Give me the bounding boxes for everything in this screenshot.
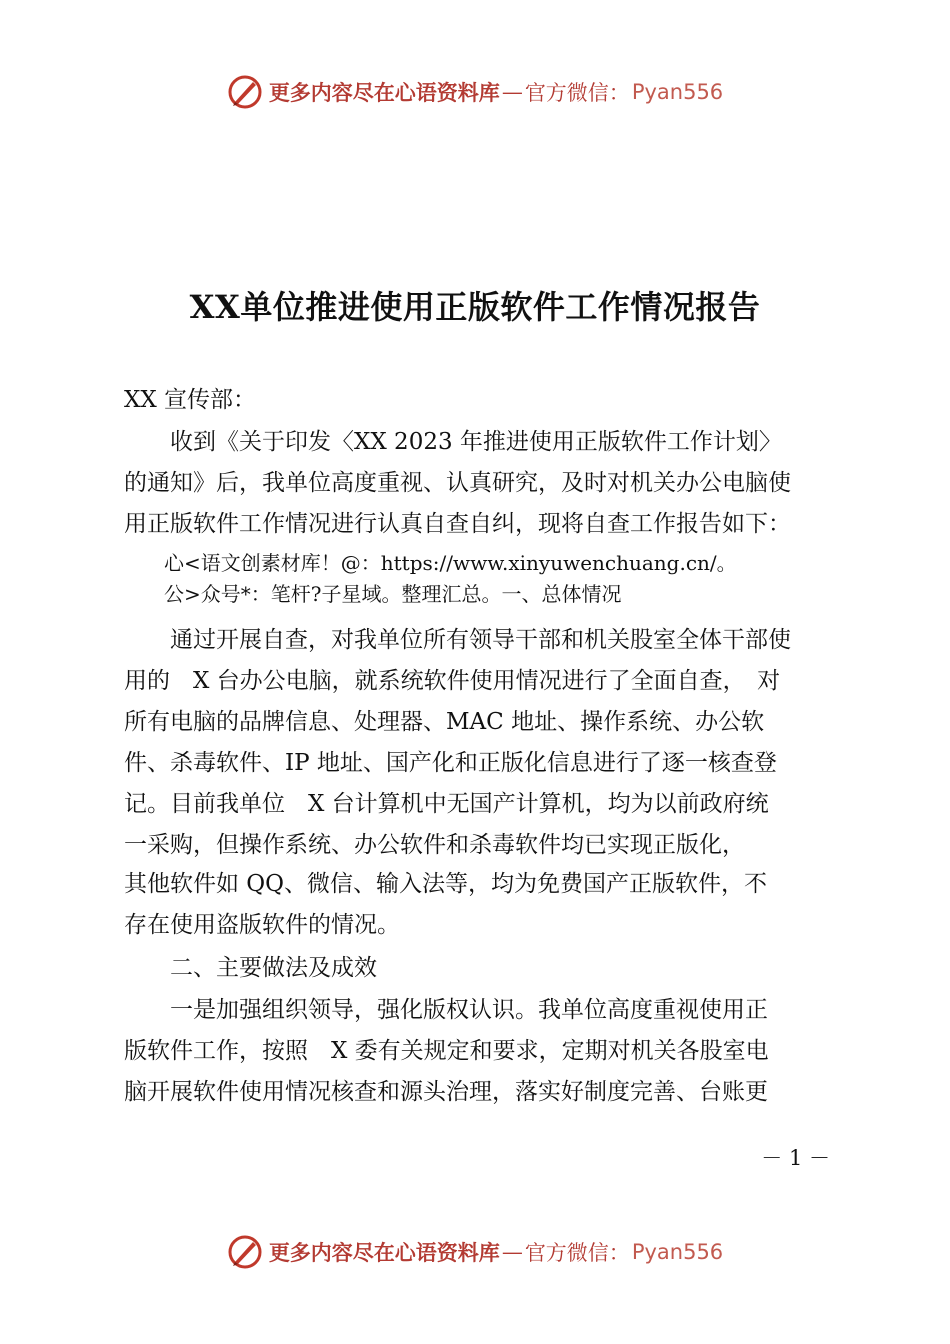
para2-line-8: 存在使用盗版软件的情况。	[124, 912, 400, 938]
para3-line-3: 脑开展软件使用情况核查和源头治理，落实好制度完善、台账更	[124, 1079, 768, 1105]
footer-watermark	[0, 1234, 950, 1270]
para2-line-1: 通过开展自查，对我单位所有领导干部和机关股室全体干部使	[124, 627, 791, 653]
source-note-line-2: 公>众号*：笔杆?子星域。整理汇总。一、总体情况	[124, 582, 622, 606]
para2-line-5: 记。目前我单位 X 台计算机中无国产计算机，均为以前政府统	[124, 791, 769, 817]
para1-line-1: 收到《关于印发〈XX 2023 年推进使用正版软件工作计划〉	[124, 429, 782, 455]
para2-line-3: 所有电脑的品牌信息、处理器、MAC 地址、操作系统、办公软	[124, 709, 765, 735]
source-note-line-1: 心<语文创素材库！@：https://www.xinyuwenchuang.cn/。	[124, 551, 737, 575]
watermark-separator: —	[501, 1240, 523, 1264]
para2-line-4: 件、杀毒软件、IP 地址、国产化和正版化信息进行了逐一核查登	[124, 750, 777, 776]
watermark-main-text: 更多内容尽在心语资料库	[268, 1240, 500, 1265]
pen-logo-icon	[227, 1234, 263, 1270]
para2-line-2: 用的 X 台办公电脑，就系统软件使用情况进行了全面自查， 对	[124, 668, 781, 694]
watermark-wechat-label: 官方微信：	[524, 1241, 630, 1265]
watermark-wechat-id: Pyan556	[631, 1240, 724, 1264]
pen-logo-icon	[227, 74, 263, 110]
para1-line-3: 用正版软件工作情况进行认真自查自纠，现将自查工作报告如下：	[124, 511, 791, 537]
salutation: XX 宣传部：	[124, 387, 257, 413]
para3-line-1: 一是加强组织领导，强化版权认识。我单位高度重视使用正	[124, 997, 768, 1023]
header-watermark	[0, 74, 950, 110]
document-title: XX单位推进使用正版软件工作情况报告	[189, 288, 761, 326]
watermark-wechat-label: 官方微信：	[524, 81, 630, 105]
para1-line-2: 的通知》后，我单位高度重视、认真研究，及时对机关办公电脑使	[124, 470, 791, 496]
watermark-wechat-id: Pyan556	[631, 80, 724, 104]
section-2-heading: 二、主要做法及成效	[124, 955, 377, 981]
watermark-separator: —	[501, 80, 523, 104]
para2-line-7: 其他软件如 QQ、微信、输入法等，均为免费国产正版软件，不	[124, 871, 768, 897]
page-number: － 1 －	[761, 1146, 830, 1170]
watermark-main-text: 更多内容尽在心语资料库	[268, 80, 500, 105]
para3-line-2: 版软件工作，按照 X 委有关规定和要求，定期对机关各股室电	[124, 1038, 769, 1064]
para2-line-6: 一采购，但操作系统、办公软件和杀毒软件均已实现正版化，	[124, 832, 745, 858]
